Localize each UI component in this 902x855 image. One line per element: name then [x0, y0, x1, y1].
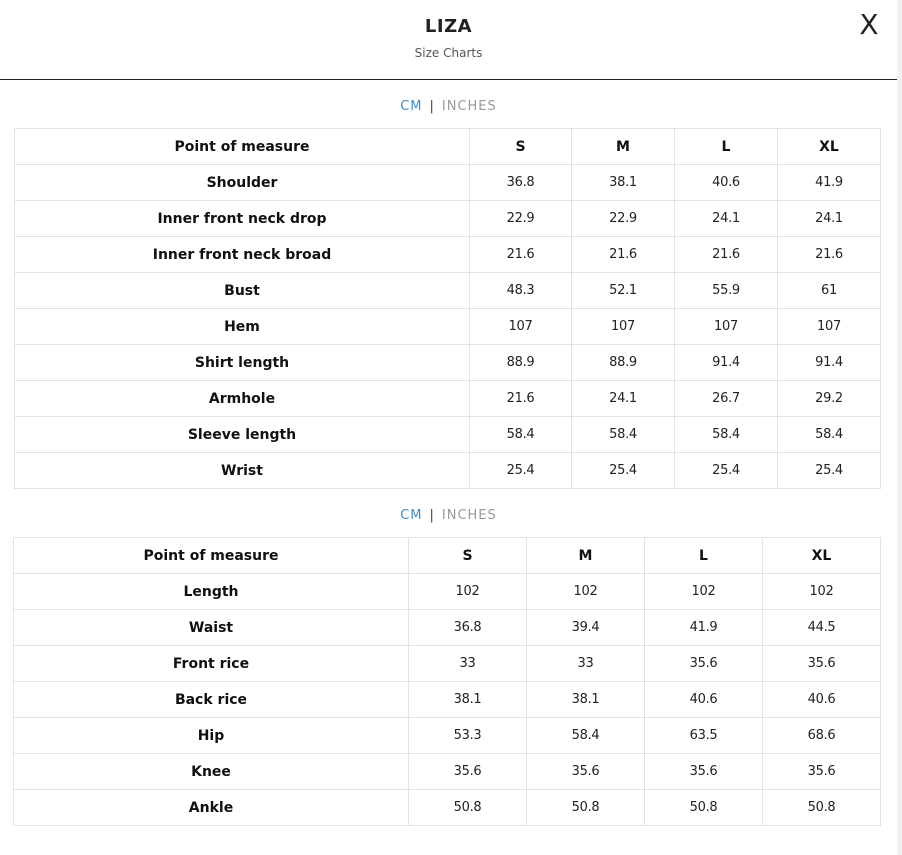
unit-separator: | — [429, 508, 435, 523]
table-row — [15, 237, 881, 273]
table-row — [15, 453, 881, 489]
measurement-value-cell: 107 — [572, 309, 675, 345]
table-row — [15, 309, 881, 345]
measurement-value-cell: 21.6 — [470, 381, 572, 417]
measurement-value-cell: 50.8 — [763, 790, 881, 826]
measurement-value-cell: 91.4 — [675, 345, 778, 381]
table-row — [14, 790, 881, 826]
measurement-value-cell: 53.3 — [409, 718, 527, 754]
measure-name-cell: Front rice — [14, 646, 409, 682]
measurement-value-cell: 91.4 — [778, 345, 881, 381]
measurement-value-cell: 58.4 — [572, 417, 675, 453]
measurement-value-cell: 24.1 — [675, 201, 778, 237]
modal-header — [0, 0, 897, 80]
measurement-value-cell: 63.5 — [645, 718, 763, 754]
measure-name-cell: Bust — [15, 273, 470, 309]
measurement-value-cell: 25.4 — [675, 453, 778, 489]
measurement-value-cell: 58.4 — [470, 417, 572, 453]
measurement-value-cell: 52.1 — [572, 273, 675, 309]
measure-name-cell: Back rice — [14, 682, 409, 718]
measurement-value-cell: 50.8 — [645, 790, 763, 826]
unit-inches-button[interactable]: INCHES — [441, 508, 497, 523]
measurement-value-cell: 102 — [409, 574, 527, 610]
unit-toggle-bottom — [0, 508, 897, 523]
product-title: LIZA — [424, 16, 473, 37]
measurement-value-cell: 107 — [778, 309, 881, 345]
measurement-value-cell: 26.7 — [675, 381, 778, 417]
measurement-value-cell: 55.9 — [675, 273, 778, 309]
measurement-value-cell: 35.6 — [645, 646, 763, 682]
measurement-value-cell: 24.1 — [572, 381, 675, 417]
table-row — [15, 345, 881, 381]
measurement-value-cell: 40.6 — [763, 682, 881, 718]
measurement-value-cell: 24.1 — [778, 201, 881, 237]
table-row — [14, 574, 881, 610]
column-header-size: XL — [763, 538, 881, 574]
measurement-value-cell: 107 — [470, 309, 572, 345]
table-row — [14, 718, 881, 754]
measure-name-cell: Length — [14, 574, 409, 610]
unit-separator: | — [429, 99, 435, 114]
measurement-value-cell: 29.2 — [778, 381, 881, 417]
measurement-value-cell: 40.6 — [645, 682, 763, 718]
measure-name-cell: Knee — [14, 754, 409, 790]
measurement-value-cell: 61 — [778, 273, 881, 309]
measurement-value-cell: 21.6 — [675, 237, 778, 273]
measure-name-cell: Sleeve length — [15, 417, 470, 453]
table-row — [14, 610, 881, 646]
column-header-size: M — [527, 538, 645, 574]
measurement-value-cell: 102 — [763, 574, 881, 610]
measure-name-cell: Wrist — [15, 453, 470, 489]
measure-name-cell: Shirt length — [15, 345, 470, 381]
column-header-size: S — [409, 538, 527, 574]
measurement-value-cell: 35.6 — [527, 754, 645, 790]
column-header-size: L — [645, 538, 763, 574]
column-header-size: S — [470, 129, 572, 165]
table-row — [15, 201, 881, 237]
table-row — [15, 381, 881, 417]
measurement-value-cell: 38.1 — [572, 165, 675, 201]
measurement-value-cell: 38.1 — [527, 682, 645, 718]
measurement-value-cell: 22.9 — [572, 201, 675, 237]
unit-cm-button[interactable]: CM — [400, 508, 423, 523]
measurement-value-cell: 21.6 — [470, 237, 572, 273]
measurement-value-cell: 107 — [675, 309, 778, 345]
column-header-measure: Point of measure — [14, 538, 409, 574]
measurement-value-cell: 48.3 — [470, 273, 572, 309]
measurement-value-cell: 50.8 — [527, 790, 645, 826]
measure-name-cell: Shoulder — [15, 165, 470, 201]
unit-toggle-top — [0, 99, 897, 114]
bottom-size-table — [13, 537, 881, 826]
unit-cm-button[interactable]: CM — [400, 99, 423, 114]
measurement-value-cell: 36.8 — [409, 610, 527, 646]
top-size-table — [14, 128, 881, 489]
measurement-value-cell: 33 — [527, 646, 645, 682]
measurement-value-cell: 88.9 — [470, 345, 572, 381]
measurement-value-cell: 40.6 — [675, 165, 778, 201]
measurement-value-cell: 41.9 — [645, 610, 763, 646]
measurement-value-cell: 33 — [409, 646, 527, 682]
measure-name-cell: Inner front neck drop — [15, 201, 470, 237]
measurement-value-cell: 102 — [645, 574, 763, 610]
measurement-value-cell: 88.9 — [572, 345, 675, 381]
measurement-value-cell: 35.6 — [763, 646, 881, 682]
measurement-value-cell: 41.9 — [778, 165, 881, 201]
measurement-value-cell: 38.1 — [409, 682, 527, 718]
measurement-value-cell: 50.8 — [409, 790, 527, 826]
table-header-row — [14, 538, 881, 574]
measurement-value-cell: 58.4 — [527, 718, 645, 754]
table-row — [14, 646, 881, 682]
measure-name-cell: Ankle — [14, 790, 409, 826]
column-header-measure: Point of measure — [15, 129, 470, 165]
column-header-size: L — [675, 129, 778, 165]
table-header-row — [15, 129, 881, 165]
measurement-value-cell: 35.6 — [763, 754, 881, 790]
column-header-size: XL — [778, 129, 881, 165]
measurement-value-cell: 39.4 — [527, 610, 645, 646]
measure-name-cell: Hem — [15, 309, 470, 345]
measure-name-cell: Hip — [14, 718, 409, 754]
measurement-value-cell: 35.6 — [409, 754, 527, 790]
measurement-value-cell: 44.5 — [763, 610, 881, 646]
table-row — [15, 165, 881, 201]
measurement-value-cell: 36.8 — [470, 165, 572, 201]
table-row — [14, 682, 881, 718]
measure-name-cell: Waist — [14, 610, 409, 646]
measurement-value-cell: 58.4 — [675, 417, 778, 453]
measurement-value-cell: 22.9 — [470, 201, 572, 237]
measurement-value-cell: 102 — [527, 574, 645, 610]
table-row — [15, 417, 881, 453]
measure-name-cell: Inner front neck broad — [15, 237, 470, 273]
measurement-value-cell: 68.6 — [763, 718, 881, 754]
measurement-value-cell: 25.4 — [778, 453, 881, 489]
measurement-value-cell: 25.4 — [572, 453, 675, 489]
measurement-value-cell: 58.4 — [778, 417, 881, 453]
column-header-size: M — [572, 129, 675, 165]
modal-subtitle: Size Charts — [414, 46, 483, 60]
table-row — [15, 273, 881, 309]
background-page-edge — [897, 0, 902, 855]
measurement-value-cell: 25.4 — [470, 453, 572, 489]
measurement-value-cell: 21.6 — [572, 237, 675, 273]
close-icon[interactable]: X — [859, 8, 879, 41]
unit-inches-button[interactable]: INCHES — [441, 99, 497, 114]
measurement-value-cell: 21.6 — [778, 237, 881, 273]
table-row — [14, 754, 881, 790]
measurement-value-cell: 35.6 — [645, 754, 763, 790]
measure-name-cell: Armhole — [15, 381, 470, 417]
